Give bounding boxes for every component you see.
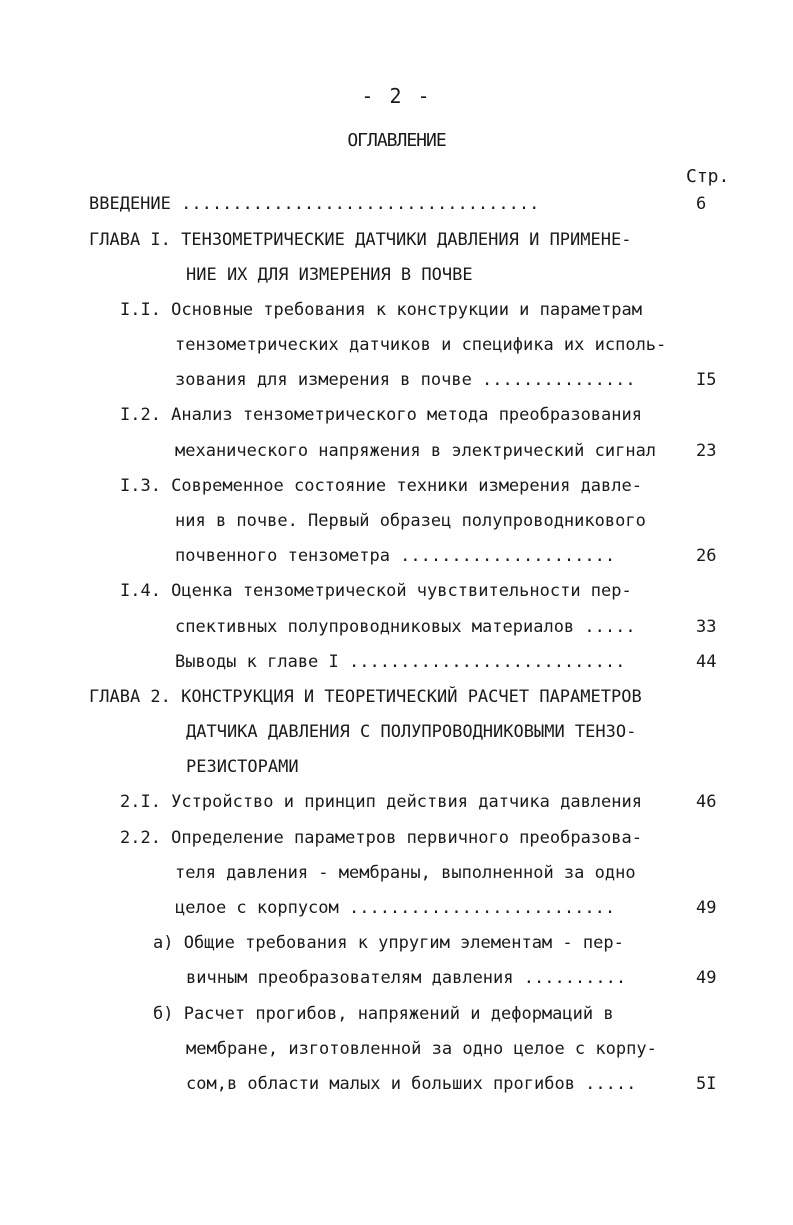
toc-entry-section-cont: тензометрических датчиков и специфика их исполь- — [175, 335, 667, 355]
page-column-header: Стр. — [686, 166, 730, 187]
toc-entry-section-cont: ния в почве. Первый образец полупроводникового — [175, 511, 646, 531]
toc-entry-section-cont: целое с корпусом .......................... — [175, 898, 616, 918]
toc-entry-section-cont: спективных полупроводниковых материалов ..... — [175, 617, 636, 637]
toc-entry-section: 2.I. Устройство и принцип действия датчика давления — [120, 792, 642, 812]
page-number: - 2 - — [361, 84, 432, 108]
toc-entry-conclusions: Выводы к главе I ........................... — [175, 652, 626, 672]
toc-entry-chapter-2: ГЛАВА 2. КОНСТРУКЦИЯ И ТЕОРЕТИЧЕСКИЙ РАСЧЕТ ПАРАМЕТРОВ — [89, 687, 642, 707]
toc-entry-section-cont: механического напряжения в электрический сигнал — [175, 441, 657, 461]
toc-entry-section-cont: зования для измерения в почве ............... — [175, 370, 636, 390]
toc-entry-section: I.I. Основные требования к конструкции и параметрам — [120, 300, 642, 320]
toc-entry-chapter-1: ГЛАВА I. ТЕНЗОМЕТРИЧЕСКИЕ ДАТЧИКИ ДАВЛЕНИЯ И ПРИМЕНЕ- — [89, 230, 632, 250]
toc-entry-introduction: ВВЕДЕНИЕ ................................... — [89, 194, 540, 214]
toc-entry-subsection-cont: сом,в области малых и больших прогибов ..... — [186, 1074, 637, 1094]
toc-page-number: 49 — [696, 968, 717, 988]
toc-page-number: 26 — [696, 546, 717, 566]
toc-entry-chapter-2-cont: РЕЗИСТОРАМИ — [186, 757, 299, 777]
toc-entry-section-cont: теля давления - мембраны, выполненной за одно — [175, 863, 636, 883]
toc-page-number: 23 — [696, 441, 717, 461]
toc-page-number: I5 — [696, 370, 717, 390]
toc-entry-subsection-cont: мембране, изготовленной за одно целое с корпу- — [186, 1039, 657, 1059]
toc-page-number: 44 — [696, 652, 717, 672]
toc-entry-section-cont: почвенного тензометра ..................... — [175, 546, 616, 566]
toc-entry-section: I.2. Анализ тензометрического метода преобразования — [120, 405, 642, 425]
toc-page-number: 33 — [696, 617, 717, 637]
toc-page-number: 46 — [696, 792, 717, 812]
toc-entry-section: I.3. Современное состояние техники измерения давле- — [120, 476, 642, 496]
toc-page-number: 49 — [696, 898, 717, 918]
toc-entry-section: 2.2. Определение параметров первичного преобразова- — [120, 828, 642, 848]
toc-page-number: 6 — [696, 194, 707, 214]
toc-entry-subsection-cont: вичным преобразователям давления .......... — [186, 968, 627, 988]
toc-entry-subsection: б) Расчет прогибов, напряжений и деформаций в — [153, 1004, 614, 1024]
toc-entry-chapter-2-cont: ДАТЧИКА ДАВЛЕНИЯ С ПОЛУПРОВОДНИКОВЫМИ ТЕНЗО- — [186, 722, 637, 742]
toc-entry-section: I.4. Оценка тензометрической чувствительности пер- — [120, 581, 632, 601]
page-title: ОГЛАВЛЕНИЕ — [347, 130, 446, 151]
toc-entry-subsection: а) Общие требования к упругим элементам - пер- — [153, 933, 624, 953]
toc-page-number: 5I — [696, 1074, 717, 1094]
toc-entry-chapter-1-cont: НИЕ ИХ ДЛЯ ИЗМЕРЕНИЯ В ПОЧВЕ — [186, 265, 473, 285]
